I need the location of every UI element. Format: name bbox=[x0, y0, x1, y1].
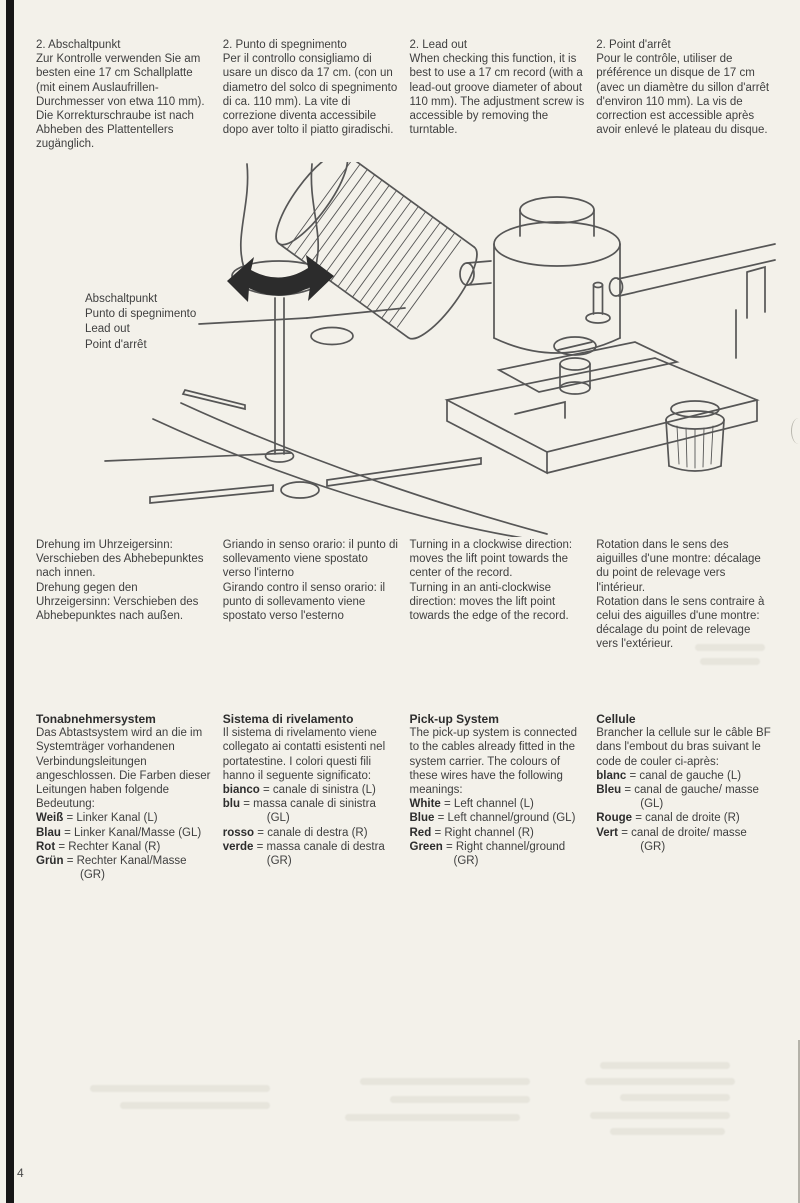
wire-color-row: Vert = canal de droite/ masse (GR) bbox=[596, 826, 747, 853]
arm-rest-bracket bbox=[747, 267, 765, 318]
wire-color-row: verde = massa canale di destra (GR) bbox=[222, 840, 385, 868]
knurled-cylinder bbox=[265, 162, 488, 348]
bleed-through-text bbox=[345, 1114, 520, 1121]
bleed-through-text bbox=[620, 1094, 730, 1101]
column-en-rotation bbox=[410, 538, 586, 652]
pivot-assembly bbox=[460, 197, 620, 394]
column-fr-pickup bbox=[596, 712, 772, 882]
paragraph-body: Il sistema di rivelamento viene collegato ai contatti esistenti nel portatestine. I colori questi fili hanno il seguente significato: bbox=[222, 727, 386, 782]
wire-color-row: Green = Right channel/ground (GR) bbox=[409, 840, 566, 868]
plate-back-edge bbox=[199, 318, 307, 324]
wire-color-row: blu = massa canale di sinistra (GL) bbox=[222, 798, 376, 825]
figure-label-en: Lead out bbox=[85, 323, 130, 336]
turntable-mechanism-illustration bbox=[95, 162, 785, 537]
paragraph-body: Girando contro il senso orario: il punto di sollevamento viene spostato verso l'esterno bbox=[222, 581, 386, 623]
column-it-pickup bbox=[223, 712, 399, 882]
paragraph-body: Drehung im Uhrzeigersinn: Verschieben des Abhebepunktes nach innen. bbox=[36, 539, 204, 580]
platter-rim-arcs bbox=[153, 403, 547, 537]
bleed-through-text bbox=[90, 1085, 270, 1092]
paragraph-title: 2. Punto di spegnimento bbox=[222, 39, 347, 51]
screwdriver bbox=[232, 164, 326, 462]
paragraph-body: Drehung gegen den Uhrzeigersinn: Verschieben des Abhebepunktes nach außen. bbox=[36, 581, 199, 623]
figure-label-it: Punto di spegnimento bbox=[85, 308, 197, 321]
paragraph-body: Pour le contrôle, utiliser de préférence un disque de 17 cm (avec un diamètre du sillon d'arrêt d'environ 110 mm). La vis de correction est accessible après avoir enlevé le plateau du disque. bbox=[596, 53, 770, 137]
wire-color-row: Blue = Left channel/ground (GL) bbox=[409, 812, 576, 825]
column-en-pickup bbox=[410, 712, 586, 882]
paragraph-body: Rotation dans le sens des aiguilles d'une montre: décalage du point de relevage vers l'intérieur. bbox=[596, 539, 761, 594]
paragraph-body: Per il controllo consigliamo di usare un disco da 17 cm. (con un diametro del solco di spegnimento di ca. 110 mm). La vite di correzione diventa accessibile dopo aver tolto il piatto giradischi. bbox=[222, 53, 398, 137]
binding-bar bbox=[6, 0, 14, 1203]
column-it-lead-out bbox=[223, 38, 399, 152]
paragraph-body: Turning in a clockwise direction: moves the lift point towards the center of the record. bbox=[409, 539, 573, 580]
bleed-through-text bbox=[695, 644, 765, 651]
section-heading: Sistema di rivelamento bbox=[222, 712, 354, 726]
wire-color-row: Red = Right channel (R) bbox=[409, 826, 534, 839]
lift-post bbox=[666, 401, 724, 471]
bleed-through-text bbox=[120, 1102, 270, 1109]
bleed-through-text bbox=[600, 1062, 730, 1069]
column-it-rotation bbox=[223, 538, 399, 652]
column-de-pickup bbox=[36, 712, 212, 882]
section-rotation-direction bbox=[36, 538, 772, 652]
wire-color-row: Grün = Rechter Kanal/Masse (GR) bbox=[36, 855, 187, 882]
tonearm-tube bbox=[610, 244, 776, 296]
wire-color-row: bianco = canale di sinistra (L) bbox=[222, 784, 376, 797]
wire-color-row: Weiß = Linker Kanal (L) bbox=[36, 812, 158, 825]
wire-color-row: Bleu = canal de gauche/ masse (GL) bbox=[596, 784, 759, 811]
platter-ribs bbox=[150, 390, 481, 503]
section-heading: Cellule bbox=[596, 712, 636, 726]
paragraph-body: Zur Kontrolle verwenden Sie am besten eine 17 cm Schallplatte (mit einem Auslaufrillen-Durchmesser von etwa 110 mm). Die Korrekturschraube ist nach Abheben des Plattentellers zugänglich. bbox=[36, 53, 205, 151]
bleed-through-text bbox=[585, 1078, 735, 1085]
paragraph-title: 2. Lead out bbox=[409, 39, 468, 51]
bleed-through-text bbox=[590, 1112, 730, 1119]
column-de-lead-out bbox=[36, 38, 212, 152]
chassis-front-edge bbox=[105, 453, 291, 461]
wire-color-row: White = Left channel (L) bbox=[409, 798, 534, 811]
paragraph-body: Turning in an anti-clockwise direction: moves the lift point towards the edge of the record. bbox=[409, 581, 569, 623]
paragraph-title: 2. Point d'arrêt bbox=[596, 39, 671, 51]
bleed-through-text bbox=[360, 1078, 530, 1085]
wire-color-row: Rouge = canal de droite (R) bbox=[596, 812, 740, 825]
paragraph-body: Das Abtastsystem wird an die im Systemträger vorhandenen Verbindungsleitungen angeschlossen. Die Farben dieser Leitungen haben folgende Bedeutung: bbox=[36, 727, 211, 811]
mechanism-platform bbox=[447, 342, 757, 473]
section-pickup-system bbox=[36, 712, 772, 882]
paragraph-body: When checking this function, it is best to use a 17 cm record (with a lead-out groove diameter of about 110 mm). The adjustment screw is accessible by removing the turntable. bbox=[409, 53, 585, 137]
paragraph-body: Rotation dans le sens contraire à celui des aiguilles d'une montre: décalage du point de relevage vers l'extérieur. bbox=[596, 595, 765, 651]
column-fr-rotation bbox=[596, 538, 772, 652]
paragraph-body: Griando in senso orario: il punto di sollevamento viene spostato verso l'interno bbox=[222, 539, 398, 580]
column-de-rotation bbox=[36, 538, 212, 652]
section-lead-out bbox=[36, 38, 772, 152]
wire-color-row: blanc = canal de gauche (L) bbox=[596, 769, 742, 782]
page-number: 4 bbox=[17, 1166, 24, 1180]
figure-label-fr: Point d'arrêt bbox=[85, 338, 147, 351]
figure-label-de: Abschaltpunkt bbox=[85, 293, 158, 305]
section-heading: Tonabnehmersystem bbox=[36, 712, 156, 726]
column-en-lead-out bbox=[410, 38, 586, 152]
wire-color-row: rosso = canale di destra (R) bbox=[222, 826, 368, 839]
column-fr-lead-out bbox=[596, 38, 772, 152]
bleed-through-text bbox=[610, 1128, 725, 1135]
paragraph-body: Brancher la cellule sur le câble BF dans l'embout du bras suivant le code de couler ci-après: bbox=[596, 727, 771, 768]
wire-color-row: Rot = Rechter Kanal (R) bbox=[36, 840, 161, 853]
bleed-through-text bbox=[390, 1096, 530, 1103]
wire-color-row: Blau = Linker Kanal/Masse (GL) bbox=[36, 826, 202, 839]
bleed-through-text bbox=[700, 658, 760, 665]
paragraph-title: 2. Abschaltpunkt bbox=[36, 39, 121, 51]
section-heading: Pick-up System bbox=[409, 712, 499, 726]
paragraph-body: The pick-up system is connected to the cables already fitted in the system carrier. The colours of these wires have the following meanings: bbox=[409, 727, 577, 797]
page-curl-mark bbox=[791, 418, 800, 444]
plate-hole bbox=[311, 328, 353, 345]
